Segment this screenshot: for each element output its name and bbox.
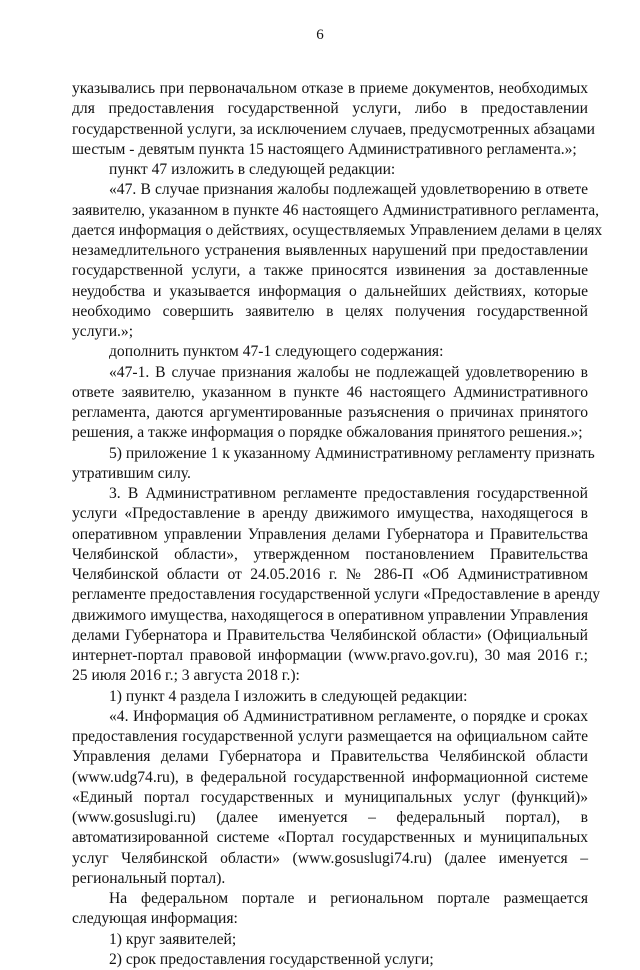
text-line: пункт 47 изложить в следующей редакции:: [109, 161, 396, 178]
text-line: заявителю, указанном в пункте 46 настоящего Административного регламента,: [72, 201, 600, 219]
text-line: дополнить пунктом 47-1 следующего содержания:: [109, 343, 444, 361]
text-line: 1) пункт 4 раздела I изложить в следующей редакции:: [109, 687, 468, 705]
text-line: Управления делами Губернатора и Правительства Челябинской области: [72, 748, 588, 766]
text-line: движимого имущества, находящегося в оперативном управлении Управления: [72, 606, 588, 624]
text-line: государственной услуги, за исключением случаев, предусмотренных абзацами: [72, 120, 595, 138]
text-line: указывались при первоначальном отказе в приеме документов, необходимых: [72, 80, 588, 97]
text-line: услуги «Предоставление в аренду движимого имущества, находящегося в: [72, 505, 588, 523]
text-line: «47-1. В случае признания жалобы не подлежащей удовлетворению в: [109, 363, 588, 381]
text-line: необходимо совершить заявителю в целях получения государственной: [72, 302, 588, 320]
text-line: (www.udg74.ru), в федеральной государственной информационной системе: [72, 768, 588, 786]
text-line: следующая информация:: [72, 910, 238, 928]
text-line: интернет-портал правовой информации (www.pravo.gov.ru), 30 мая 2016 г.;: [72, 647, 588, 664]
text-line: «47. В случае признания жалобы подлежащей удовлетворению в ответе: [109, 181, 588, 199]
text-line: неудобства и указывается информация о дальнейших действиях, которые: [72, 282, 588, 300]
text-line: услуги.»;: [72, 323, 134, 340]
text-line: услуг Челябинской области» (www.gosuslugi74.ru) (далее именуется –: [72, 849, 588, 867]
text-line: ответе заявителю, указанном в пункте 46 настоящего Административного: [72, 383, 588, 401]
text-line: регламенте предоставления государственной услуги «Предоставление в аренду: [72, 586, 601, 604]
text-line: дается информация о действиях, осуществляемых Управлением делами в целях: [72, 221, 603, 239]
text-line: Челябинской области от 24.05.2016 г. № 286-П «Об Административном: [72, 566, 588, 583]
text-line: предоставления государственной услуги размещается на официальном сайте: [72, 728, 588, 745]
text-line: региональный портал).: [72, 869, 226, 887]
text-line: государственной услуги, а также приносятся извинения за доставленные: [72, 262, 588, 280]
text-line: регламента, даются аргументированные разъяснения о причинах принятого: [72, 404, 588, 421]
text-line: 1) круг заявителей;: [109, 930, 237, 948]
text-line: делами Губернатора и Правительства Челябинской области» (Официальный: [72, 626, 588, 644]
text-line: 25 июля 2016 г.; 3 августа 2018 г.):: [72, 667, 300, 685]
text-line: решения, а также информация о порядке обжалования принятого решения.»;: [72, 424, 583, 442]
text-line: «4. Информация об Административном регламенте, о порядке и сроках: [109, 707, 588, 725]
text-line: оперативном управлении Управления делами Губернатора и Правительства: [72, 525, 588, 543]
document-body: [72, 79, 603, 970]
text-line: 3. В Административном регламенте предоставления государственной: [109, 485, 588, 502]
text-line: незамедлительного устранения выявленных нарушений при предоставлении: [72, 242, 588, 259]
text-line: шестым - девятым пункта 15 настоящего Административного регламента.»;: [72, 140, 577, 158]
text-line: для предоставления государственной услуги, либо в предоставлении: [72, 100, 588, 118]
text-line: 2) срок предоставления государственной услуги;: [109, 950, 434, 968]
text-line: (www.gosuslugi.ru) (далее именуется – федеральный портал), в: [72, 809, 588, 826]
text-line: Челябинской области», утвержденном постановлением Правительства: [72, 545, 588, 563]
text-line: На федеральном портале и региональном портале размещается: [109, 890, 588, 907]
text-line: 5) приложение 1 к указанному Административному регламенту признать: [109, 444, 595, 462]
text-line: утратившим силу.: [72, 464, 191, 482]
text-line: «Единый портал государственных и муниципальных услуг (функций)»: [72, 788, 588, 806]
text-line: автоматизированной системе «Портал государственных и муниципальных: [72, 829, 588, 847]
page-number: 6: [316, 27, 324, 43]
